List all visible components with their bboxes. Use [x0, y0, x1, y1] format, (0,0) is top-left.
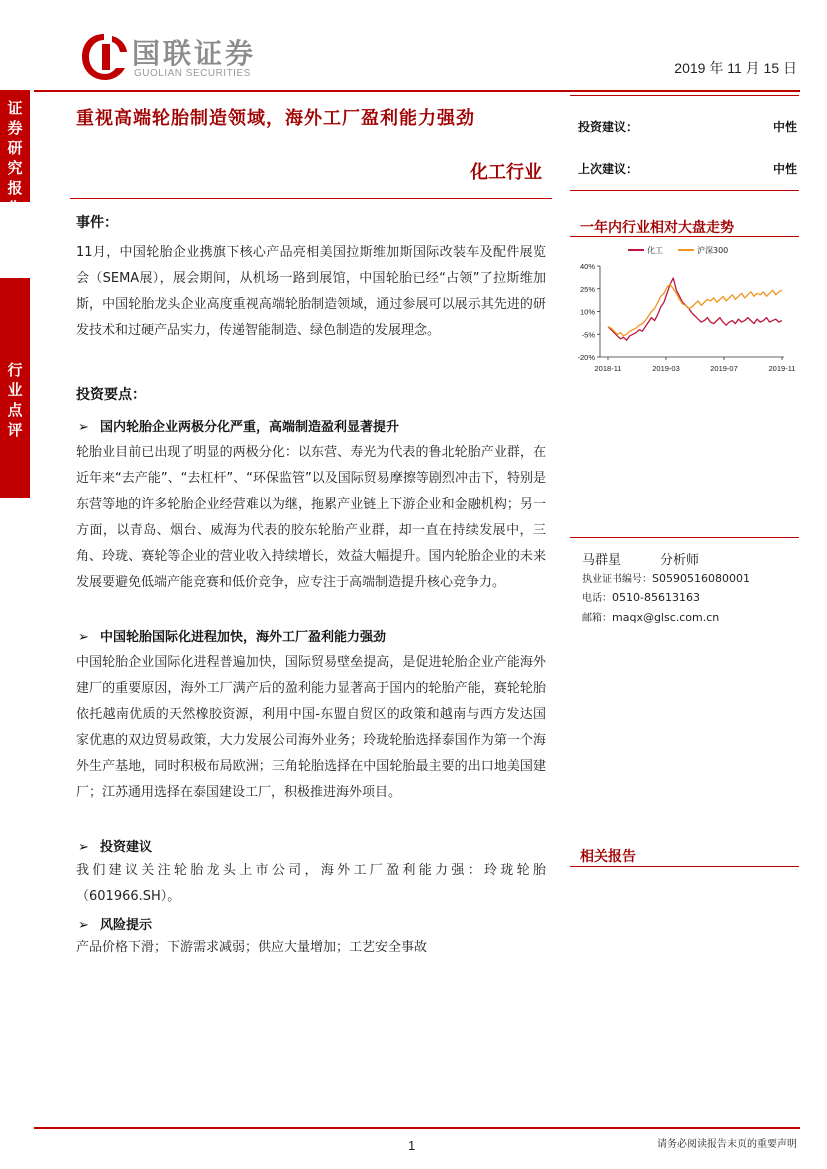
email-row: [582, 609, 719, 624]
logo-text-cn: 国联证券: [132, 37, 257, 70]
tab-char: 报: [7, 179, 23, 197]
company-logo: [80, 30, 300, 82]
header-divider: [34, 90, 800, 92]
arrow-bullet-icon: ➢: [78, 420, 89, 435]
report-title: 重视高端轮胎制造领域，海外工厂盈利能力强劲: [76, 108, 475, 129]
prev-rating-value: 中性: [772, 162, 797, 176]
related-reports-title: 相关报告: [580, 849, 636, 865]
tab-char: 证: [7, 99, 23, 117]
point4-text: 产品价格下滑；下游需求减弱；供应大量增加；工艺安全事故: [76, 940, 428, 955]
vertical-tab-report-type: [0, 90, 30, 217]
y-tick-label: 25%: [579, 284, 595, 294]
rating-label: 投资建议：: [578, 120, 639, 134]
disclaimer-text: 请务必阅读报告末页的重要声明: [657, 1139, 797, 1150]
logo-text-en: GUOLIAN SECURITIES: [134, 68, 251, 79]
point1-text: 轮胎业目前已出现了明显的两极分化：以东营、寿光为代表的鲁北轮胎产业群，在近年来“去产能”、“去杠杆”、“环保监管”以及国际贸易摩擦等剧烈冲击下，特别是东营等地的许多轮胎企业经营难以为继，拖累产业链上下游企业和金融机构；另一方面，以青岛、烟台、威海为代表的胶东轮胎产业群，却一直在持续发展中，三角、玲珑、赛轮等企业的营业收入持续增长，效益大幅提升。国内轮胎企业的未来发展要避免低端产能竞赛和低价竞争，应专注于高端制造提升核心竞争力。: [76, 445, 546, 590]
cert-row: [582, 570, 750, 585]
tab-char: 点: [7, 401, 23, 419]
phone-row: [582, 589, 700, 604]
phone-value: 0510-85613163: [612, 591, 700, 604]
point2-text: 中国轮胎企业国际化进程普遍加快，国际贸易壁垒提高，是促进轮胎企业产能海外建厂的重要原因，海外工厂满产后的盈利能力显著高于国内的轮胎产能，赛轮轮胎依托越南优质的天然橡胶资源，利用中国-东盟自贸区的政策和越南与西方发达国家优惠的双边贸易政策，大力发展公司海外业务；玲珑轮胎选择泰国作为第一个海外生产基地，同时积极布局欧洲；三角轮胎选择在中国轮胎最主要的出口地美国建厂；江苏通用选择在泰国建设工厂，积极推进海外项目。: [76, 655, 546, 800]
related-reports-rule: [570, 866, 799, 867]
point3-title: [78, 836, 152, 855]
title-divider: [70, 198, 552, 199]
right-top-rule: [570, 95, 799, 96]
report-date: 2019 年 11 月 15 日: [674, 60, 797, 76]
event-heading: 事件：: [76, 215, 118, 231]
point4-title: [78, 914, 152, 933]
tab-char: 行: [7, 361, 23, 379]
event-text: 11月，中国轮胎企业携旗下核心产品亮相美国拉斯维加斯国际改装车及配件展览会（SEMA展），展会期间，从机场一路到展馆，中国轮胎已经“占领”了拉斯维加斯，中国轮胎龙头企业高度重视高端轮胎制造领域，通过参展可以展示其先进的研发技术和过硬产品实力，传递智能制造、绿色制造的发展理念。: [76, 245, 546, 338]
points-heading: 投资要点：: [76, 387, 146, 403]
page-number: 1: [408, 1138, 416, 1153]
tab-char: 业: [7, 381, 23, 399]
legend-label: 化工: [647, 246, 663, 255]
industry-name: 化工行业: [470, 162, 542, 183]
analyst-title: 分析师: [660, 553, 700, 568]
chart-title-rule: [570, 236, 799, 237]
footer-divider: [34, 1127, 800, 1129]
point4-title-text: 风险提示: [100, 918, 153, 933]
x-tick-label: 2019-11: [768, 364, 796, 373]
tab-char: 券: [7, 119, 23, 137]
point2-title-text: 中国轮胎国际化进程加快，海外工厂盈利能力强劲: [100, 630, 387, 645]
chart-svg: [570, 238, 799, 383]
right-rule-2: [570, 190, 799, 191]
prev-rating-label: 上次建议：: [578, 162, 639, 176]
vertical-tab-category: [0, 278, 30, 498]
email-value: maqx@glsc.com.cn: [612, 611, 720, 624]
y-tick-label: -20%: [577, 353, 595, 362]
tab-char: 研: [7, 139, 23, 157]
logo-icon: [80, 30, 128, 82]
legend-label: 沪深300: [697, 246, 729, 255]
relative-performance-chart: [570, 238, 799, 383]
arrow-bullet-icon: ➢: [78, 630, 89, 645]
x-tick-label: 2019-03: [652, 364, 680, 373]
rating-value: 中性: [772, 120, 797, 134]
tab-char: 告: [7, 199, 23, 217]
x-tick-label: 2018-11: [594, 364, 622, 373]
tab-char: 评: [7, 421, 23, 439]
phone-label: 电话：: [582, 593, 612, 604]
arrow-bullet-icon: ➢: [78, 840, 89, 855]
x-tick-label: 2019-07: [710, 364, 738, 373]
cert-value: S0590516080001: [652, 572, 750, 585]
y-tick-label: -5%: [581, 330, 595, 340]
point1-title-text: 国内轮胎企业两极分化严重，高端制造盈利显著提升: [100, 420, 400, 435]
y-tick-label: 10%: [579, 307, 595, 317]
point1-title: [78, 416, 399, 435]
point3-title-text: 投资建议: [100, 840, 153, 855]
analyst-rule: [570, 537, 799, 538]
point2-title: [78, 626, 386, 645]
y-tick-label: 40%: [579, 262, 595, 271]
cert-label: 执业证书编号：: [582, 574, 652, 585]
tab-char: 究: [7, 159, 23, 177]
chart-title: 一年内行业相对大盘走势: [580, 220, 734, 236]
analyst-name: 马群星: [582, 553, 622, 568]
arrow-bullet-icon: ➢: [78, 918, 89, 933]
series-line-chemical: [608, 278, 782, 340]
series-line-csi300: [608, 284, 782, 336]
email-label: 邮箱：: [582, 613, 612, 624]
point3-text: 我们建议关注轮胎龙头上市公司，海外工厂盈利能力强：玲珑轮胎（601966.SH）。: [76, 863, 546, 904]
